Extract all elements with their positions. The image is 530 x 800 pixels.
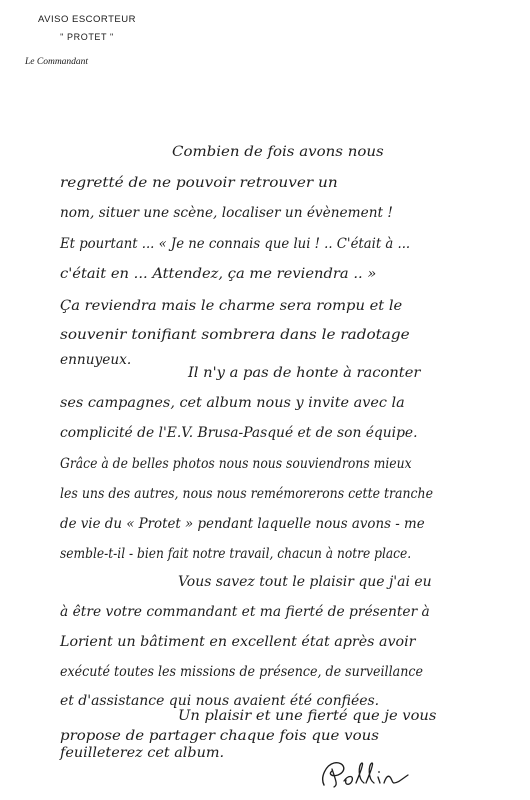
letter-line: de vie du « Protet » pendant laquelle nous avons - me [60,516,425,532]
letterhead-ship-name: " PROTET " [60,32,114,42]
signature [318,759,414,789]
letterhead-role: Le Commandant [25,57,89,67]
letter-line: Grâce à de belles photos nous nous souviendrons mieux [60,456,412,472]
letter-line: Lorient un bâtiment en excellent état après avoir [60,634,416,650]
letterhead-ship-type: AVISO ESCORTEUR [38,14,136,25]
letter-line: nom, situer une scène, localiser un évènement ! [60,205,393,221]
letter-line: Et pourtant ... « Je ne connais que lui ! .. C'était à ... [60,236,411,252]
letter-line: complicité de l'E.V. Brusa-Pasqué et de son équipe. [60,425,418,441]
letter-line: semble-t-il - bien fait notre travail, chacun à notre place. [60,546,412,562]
letter-line: Ça reviendra mais le charme sera rompu et le [60,298,403,314]
letter-line: ses campagnes, cet album nous y invite avec la [60,395,405,411]
letter-line: exécuté toutes les missions de présence, de surveillance [60,664,423,680]
letter-line: à être votre commandant et ma fierté de présenter à [60,604,430,620]
letter-line: propose de partager chaque fois que vous [60,728,379,744]
letter-line: Il n'y a pas de honte à raconter [188,365,421,381]
letter-line: feuilleterez cet album. [60,745,225,761]
letter-line: Combien de fois avons nous [172,144,384,160]
letter-line: c'était en ... Attendez, ça me reviendra .. » [60,266,377,282]
letter-line: regretté de ne pouvoir retrouver un [60,175,338,191]
letter-line: et d'assistance qui nous avaient été confiées. [60,693,380,709]
letter-line: Un plaisir et une fierté que je vous [178,708,437,724]
letter-line: les uns des autres, nous nous remémorerons cette tranche [60,486,434,502]
letter-line: ennuyeux. [60,352,132,368]
letter-line: souvenir tonifiant sombrera dans le radotage [60,327,410,343]
letter-line: Vous savez tout le plaisir que j'ai eu [178,574,432,590]
